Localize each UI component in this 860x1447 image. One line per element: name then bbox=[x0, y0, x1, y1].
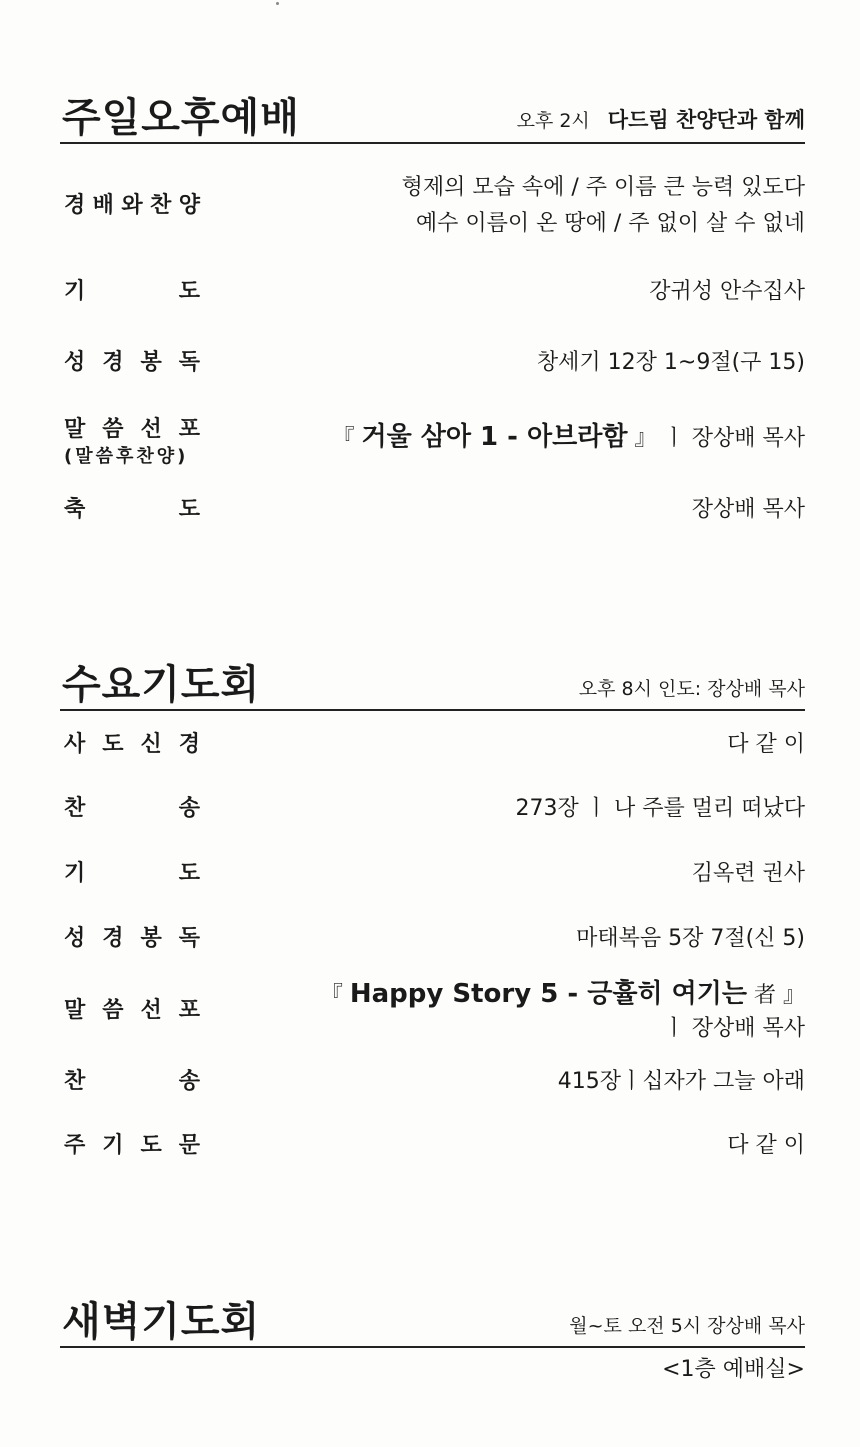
dawn-title: 새벽기도회 bbox=[62, 1299, 261, 1345]
wed-sermon-title: Happy Story 5 - 긍휼히 여기는 bbox=[349, 979, 747, 1009]
wed-scripture-value: 마태복음 5장 7절(신 5) bbox=[576, 926, 805, 951]
sunday-title: 주일오후예배 bbox=[62, 95, 300, 141]
wed-sermon-hanja: 者 bbox=[753, 983, 776, 1008]
row-label: 사 도 신 경 bbox=[64, 732, 200, 757]
row-label: 성 경 봉 독 bbox=[64, 926, 200, 951]
row-label: 경 배 와 찬 양 bbox=[64, 193, 200, 218]
row-label: 말 씀 선 포 bbox=[64, 998, 200, 1023]
row-label: 기 도 bbox=[64, 279, 200, 304]
hymn-2-value: 415장ㅣ십자가 그늘 아래 bbox=[557, 1069, 805, 1094]
sunday-meta bbox=[517, 104, 805, 134]
sunday-section bbox=[60, 92, 805, 522]
paper-speck bbox=[276, 2, 279, 5]
row-label: 찬 송 bbox=[64, 1069, 200, 1094]
sermon-title: 거울 삼아 1 - 아브라함 bbox=[361, 422, 628, 452]
row-label: 성 경 봉 독 bbox=[64, 350, 200, 375]
wed-sermon-title-line: 『 Happy Story 5 - 긍휼히 여기는 者 』 bbox=[320, 979, 805, 1009]
praise-line-2: 예수 이름이 온 땅에 / 주 없이 살 수 없네 bbox=[415, 211, 805, 236]
dawn-header bbox=[60, 1296, 805, 1348]
row-label: 기 도 bbox=[64, 861, 200, 886]
scripture-value: 창세기 12장 1~9절(구 15) bbox=[536, 350, 805, 375]
wednesday-title: 수요기도회 bbox=[62, 662, 261, 708]
dawn-place: <1층 예배실> bbox=[662, 1357, 805, 1382]
creed-value: 다 같 이 bbox=[727, 732, 805, 757]
wed-prayer-value: 김옥련 권사 bbox=[691, 861, 805, 886]
sunday-with: 다드림 찬양단과 함께 bbox=[607, 108, 805, 132]
sermon-value: 『 거울 삼아 1 - 아브라함 』 ㅣ 장상배 목사 bbox=[332, 422, 805, 452]
wed-sermon-preacher: ㅣ 장상배 목사 bbox=[663, 1016, 805, 1041]
row-label: 주 기 도 문 bbox=[64, 1133, 200, 1158]
sermon-sub-label: (말씀후찬양) bbox=[64, 446, 189, 467]
row-label: 축 도 bbox=[64, 497, 200, 522]
sunday-time: 오후 2시 bbox=[516, 110, 590, 132]
wednesday-meta: 오후 8시 인도: 장상배 목사 bbox=[578, 678, 805, 700]
hymn-1-value: 273장 ㅣ 나 주를 멀리 떠났다 bbox=[515, 796, 805, 821]
wednesday-section bbox=[60, 659, 805, 1158]
lords-prayer-value: 다 같 이 bbox=[727, 1133, 805, 1158]
benediction-value: 장상배 목사 bbox=[691, 497, 805, 522]
sermon-preacher: ㅣ 장상배 목사 bbox=[663, 426, 805, 451]
dawn-section bbox=[60, 1296, 805, 1382]
praise-line-1: 형제의 모습 속에 / 주 이름 큰 능력 있도다 bbox=[401, 175, 805, 200]
dawn-meta: 월~토 오전 5시 장상배 목사 bbox=[569, 1315, 805, 1337]
row-label: 찬 송 bbox=[64, 796, 200, 821]
wednesday-header bbox=[60, 659, 805, 711]
prayer-value: 강귀성 안수집사 bbox=[649, 279, 805, 304]
sunday-header bbox=[60, 92, 805, 144]
row-label: 말 씀 선 포 bbox=[64, 417, 200, 442]
